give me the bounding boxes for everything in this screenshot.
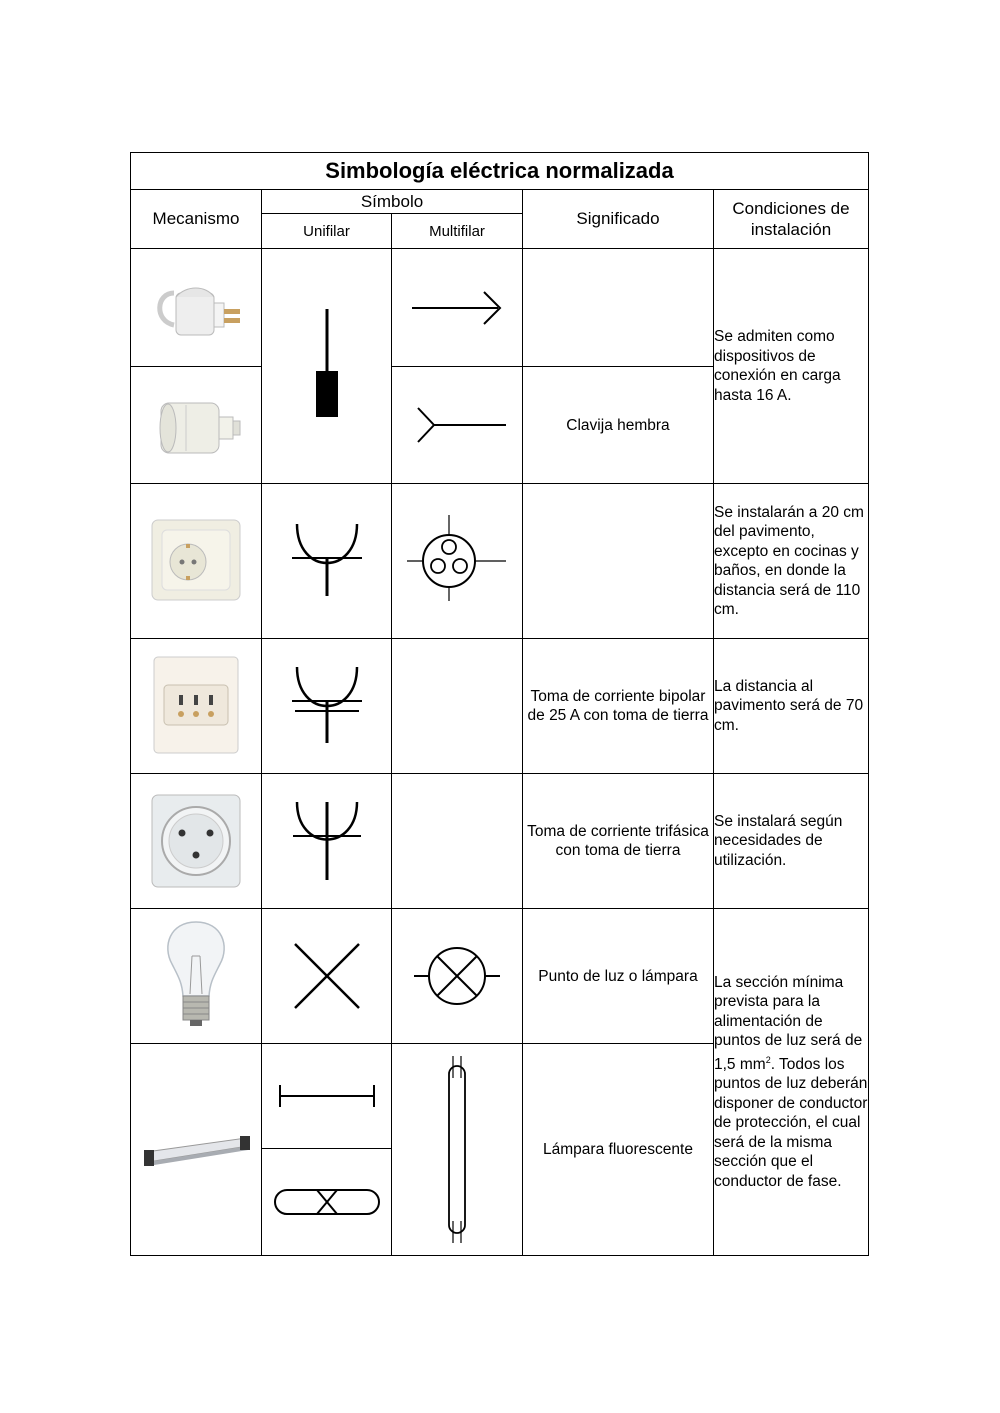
- meaning-socket-25a: Toma de corriente bipolar de 25 A con toma de tierra: [523, 639, 714, 774]
- header-unifilar: Unifilar: [262, 214, 392, 249]
- plug-female-photo: [131, 367, 262, 484]
- unifilar-socket-25a-symbol: [262, 639, 392, 774]
- header-condiciones: Condiciones de instalación: [714, 190, 869, 249]
- lightbulb-photo: [131, 909, 262, 1044]
- meaning-socket: [523, 484, 714, 639]
- conditions-light-text-2: . Todos los puntos de luz deberán disponer de conductor de protección, el cual será de la misma sección que el conductor de fase.: [714, 1055, 868, 1190]
- meaning-fluorescent: Lámpara fluorescente: [523, 1044, 714, 1256]
- multifilar-socket-symbol: [392, 484, 523, 639]
- meaning-plug-male: [523, 249, 714, 367]
- header-simbolo: Símbolo: [262, 190, 523, 214]
- meaning-socket-3phase: Toma de corriente trifásica con toma de tierra: [523, 774, 714, 909]
- conditions-socket-3phase: Se instalará según necesidades de utilización.: [714, 774, 869, 909]
- multifilar-light-symbol: [392, 909, 523, 1044]
- multifilar-fluorescent-symbol: [392, 1044, 523, 1256]
- conditions-light-text-1: La sección mínima prevista para la alimentación de puntos de luz será de 1,5 mm: [714, 973, 863, 1073]
- plug-male-photo: [131, 249, 262, 367]
- superscript-2: 2: [765, 1054, 771, 1065]
- unifilar-light-symbol: [262, 909, 392, 1044]
- socket-3phase-photo: [131, 774, 262, 909]
- conditions-plugs: Se admiten como dispositivos de conexión en carga hasta 16 A.: [714, 249, 869, 484]
- unifilar-plug-symbol: [262, 249, 392, 484]
- multifilar-plug-male-symbol: [392, 249, 523, 367]
- unifilar-fluorescent-symbol-a: [262, 1044, 392, 1149]
- header-significado: Significado: [523, 190, 714, 249]
- multifilar-plug-female-symbol: [392, 367, 523, 484]
- unifilar-socket-3phase-symbol: [262, 774, 392, 909]
- conditions-light: [714, 909, 869, 1256]
- conditions-socket-25a: La distancia al pavimento será de 70 cm.: [714, 639, 869, 774]
- unifilar-socket-symbol: [262, 484, 392, 639]
- conditions-socket: Se instalarán a 20 cm del pavimento, excepto en cocinas y baños, en donde la distancia será de 110 cm.: [714, 484, 869, 639]
- unifilar-fluorescent-symbol-b: [262, 1149, 392, 1256]
- multifilar-socket-25a-empty: [392, 639, 523, 774]
- table-title: Simbología eléctrica normalizada: [131, 153, 869, 190]
- fluorescent-photo: [131, 1044, 262, 1256]
- socket-25a-photo: [131, 639, 262, 774]
- multifilar-socket-3phase-empty: [392, 774, 523, 909]
- meaning-plug-female: Clavija hembra: [523, 367, 714, 484]
- socket-photo: [131, 484, 262, 639]
- header-mecanismo: Mecanismo: [131, 190, 262, 249]
- meaning-light: Punto de luz o lámpara: [523, 909, 714, 1044]
- header-multifilar: Multifilar: [392, 214, 523, 249]
- symbol-table: [130, 152, 869, 1256]
